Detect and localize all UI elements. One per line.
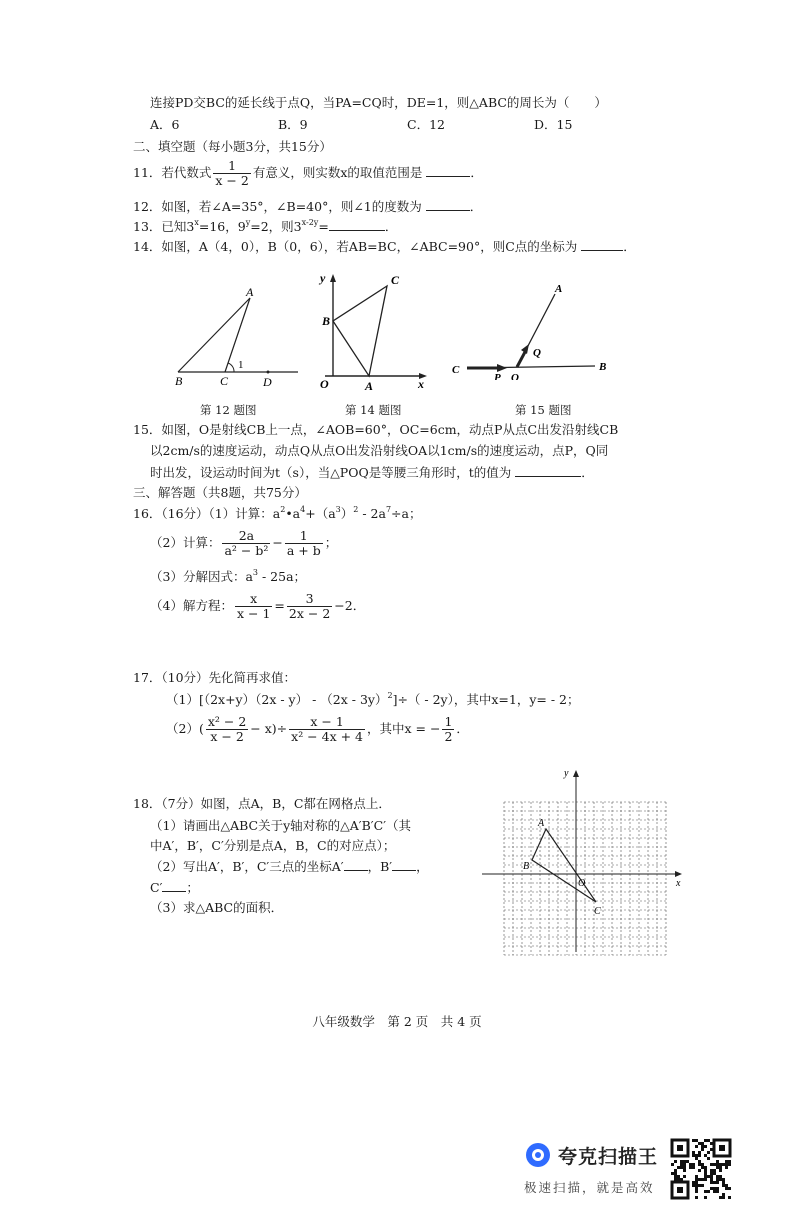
- qr-cell: [701, 1166, 704, 1169]
- q12-text: 12．如图，若∠A=35°，∠B=40°，则∠1的度数为: [133, 199, 422, 214]
- fig15-label-q: Q: [533, 347, 541, 359]
- fig15-label-o: O: [511, 372, 519, 380]
- qr-cell: [704, 1169, 707, 1172]
- q18-grid-figure: [478, 762, 688, 962]
- qr-cell: [719, 1166, 722, 1169]
- q18-line1: 18．（7分）如图，点A，B，C都在网格点上．: [133, 796, 391, 811]
- q17-p1-pre: （1）[（2x+y）（2x - y） - （2x - 3y）: [166, 692, 388, 707]
- qr-cell: [701, 1184, 704, 1187]
- q18-line2: （1）请画出△ABC关于y轴对称的△A′B′C′（其: [150, 818, 412, 833]
- q16-part1: [133, 506, 421, 522]
- grid-label-a: A: [538, 818, 545, 829]
- q18-l5-pre: C′: [150, 880, 163, 895]
- fig12-angle-arc: [228, 363, 234, 372]
- qr-cell: [728, 1187, 731, 1190]
- brand-slogan: 极速扫描，就是高效: [524, 1180, 655, 1195]
- q17-p2-frac2: [289, 715, 365, 744]
- qr-cell: [695, 1184, 698, 1187]
- qr-cell: [680, 1160, 683, 1163]
- q16-p1-e3: 3: [335, 505, 341, 514]
- q13-answer-blank[interactable]: [329, 218, 385, 231]
- q16-p3-e: 3: [252, 568, 258, 577]
- qr-cell: [701, 1142, 704, 1145]
- qr-cell: [683, 1163, 686, 1166]
- q17-p1-e: 2: [387, 691, 393, 700]
- q12: 12．如图，若∠A=35°，∠B=40°，则∠1的度数为 ．: [133, 199, 483, 214]
- q16-p4-frac2: [287, 592, 332, 621]
- q14-text: 14．如图，A（4，0），B（0，6），若AB=BC，∠ABC=90°，则C点的坐标为: [133, 239, 578, 254]
- qr-cell: [695, 1190, 698, 1193]
- qr-cell: [704, 1154, 707, 1157]
- qr-cell: [689, 1163, 692, 1166]
- fig15-arrowhead-q: [521, 344, 529, 354]
- fig14-triangle: [333, 286, 387, 376]
- qr-cell: [692, 1166, 695, 1169]
- grid-triangle-abc: [532, 829, 596, 902]
- q11-post: 有意义，则实数x的取值范围是: [252, 165, 423, 180]
- qr-cell: [719, 1169, 722, 1172]
- q16-p1-e1: 2: [280, 505, 286, 514]
- q17-part2: [166, 712, 469, 746]
- q10-option-d: D．15: [534, 117, 573, 132]
- q16-p1-post: ÷a；: [391, 506, 422, 521]
- qr-cell: [689, 1166, 692, 1169]
- fig14-y-arrow: [330, 274, 336, 282]
- q16-p2-den1: a² − b²: [224, 543, 269, 558]
- qr-cell: [674, 1169, 677, 1172]
- qr-cell: [707, 1151, 710, 1154]
- grid-label-x: x: [676, 878, 681, 889]
- fig12-label-c: C: [220, 374, 229, 388]
- q11-denominator: x − 2: [215, 173, 249, 188]
- q18-l4-pre: （2）写出A′，B′，C′三点的坐标A′: [150, 859, 344, 874]
- q17-p2-num2: x − 1: [289, 715, 365, 730]
- q15-line3: 时出发，设运动时间为t（s），当△POQ是等腰三角形时，t的值为 ．: [150, 465, 594, 480]
- qr-cell: [695, 1145, 698, 1148]
- q16-p4-post: −2．: [334, 598, 366, 613]
- fig14-caption: 第 14 题图: [345, 403, 402, 417]
- qr-cell: [701, 1148, 704, 1151]
- qr-cell: [704, 1196, 707, 1199]
- q11-fraction: [213, 159, 250, 188]
- fig15-arrowhead-p: [497, 364, 507, 372]
- qr-cell: [728, 1196, 731, 1199]
- q18-line3: 中A′，B′，C′分别是点A，B，C的对应点）；: [150, 838, 396, 853]
- q11-pre: 11．若代数式: [133, 165, 212, 180]
- fig12-point-d: [267, 371, 270, 374]
- q18-l4-post: ，: [416, 859, 429, 874]
- fig14-label-b: B: [322, 314, 331, 328]
- qr-cell: [707, 1175, 710, 1178]
- q16-p2-op: −: [272, 535, 283, 550]
- qr-cell: [707, 1157, 710, 1160]
- qr-cell: [716, 1181, 719, 1184]
- q11-answer-blank[interactable]: [426, 164, 470, 177]
- fig12-label-a: A: [246, 285, 254, 299]
- q17-p1-post: ]÷（ - 2y），其中x=1，y= - 2；: [392, 692, 580, 707]
- q16-p1-e4: 2: [353, 505, 359, 514]
- q17-p2-num1: x² − 2: [207, 714, 247, 729]
- brand-logo-icon: [524, 1141, 552, 1169]
- qr-cell: [704, 1172, 707, 1175]
- q16-p4-eq: =: [274, 598, 285, 613]
- qr-cell: [722, 1184, 725, 1187]
- fig15-label-b: B: [599, 361, 607, 373]
- q16-p2-post: ；: [324, 535, 338, 550]
- q16-p1-pre: 16．（16分）（1）计算：a: [133, 506, 281, 521]
- qr-cell: [725, 1163, 728, 1166]
- qr-cell: [692, 1154, 695, 1157]
- q14: 14．如图，A（4，0），B（0，6），若AB=BC，∠ABC=90°，则C点的坐标为 ．: [133, 239, 636, 254]
- qr-cell: [671, 1163, 674, 1166]
- qr-cell: [686, 1160, 689, 1163]
- q17-title: 17．（10分）先化简再求值：: [133, 670, 297, 685]
- qr-cell: [704, 1190, 707, 1193]
- qr-cell: [698, 1184, 701, 1187]
- qr-cell: [722, 1196, 725, 1199]
- qr-cell: [716, 1187, 719, 1190]
- q13: 13．已知$3^x=16$，$9^y=2$，则$3^{x-2y}=$ ．: [133, 218, 398, 234]
- qr-cell: [710, 1187, 713, 1190]
- q16-p1-m3: ）: [340, 506, 354, 521]
- qr-cell: [704, 1139, 707, 1142]
- qr-cell: [728, 1163, 731, 1166]
- q16-p4-frac1: [235, 592, 272, 621]
- qr-cell: [707, 1139, 710, 1142]
- q16-p3-pre: （3）分解因式：a: [150, 569, 253, 584]
- q16-p4-num1: x: [235, 592, 272, 607]
- qr-cell: [695, 1181, 698, 1184]
- qr-cell: [725, 1160, 728, 1163]
- qr-cell: [680, 1166, 683, 1169]
- qr-cell: [698, 1154, 701, 1157]
- grid-label-c: C: [594, 906, 601, 917]
- q10-option-a: A．6: [150, 117, 180, 132]
- q16-p1-e5: 7: [385, 505, 392, 514]
- qr-cell: [692, 1139, 695, 1142]
- q18-l5-post: ；: [186, 880, 199, 895]
- q13-pre: 13．已知3: [133, 219, 195, 234]
- qr-cell: [698, 1151, 701, 1154]
- qr-cell: [710, 1169, 713, 1172]
- qr-cell: [698, 1160, 701, 1163]
- qr-cell: [722, 1178, 725, 1181]
- qr-cell: [716, 1190, 719, 1193]
- qr-cell: [695, 1154, 698, 1157]
- qr-cell: [719, 1196, 722, 1199]
- q16-p2-frac2: [285, 529, 323, 558]
- q16-p4-den2: 2x − 2: [288, 606, 331, 621]
- q13-post: =: [318, 219, 329, 234]
- qr-cell: [698, 1178, 701, 1181]
- qr-cell: [704, 1166, 707, 1169]
- qr-cell: [683, 1169, 686, 1172]
- qr-cell: [722, 1163, 725, 1166]
- qr-cell: [692, 1184, 695, 1187]
- qr-cell: [698, 1169, 701, 1172]
- qr-cell: [704, 1178, 707, 1181]
- q17-p2-frac1: [206, 715, 248, 744]
- qr-cell: [713, 1172, 716, 1175]
- q18-b-prime-blank[interactable]: [392, 858, 416, 871]
- q15-line3-text: 时出发，设运动时间为t（s），当△POQ是等腰三角形时，t的值为: [150, 465, 512, 480]
- q15-line2: 以2cm/s的速度运动，动点Q从点O出发沿射线OA以1cm/s的速度运动，点P，Q同: [150, 443, 609, 458]
- fig15-caption: 第 15 题图: [515, 403, 572, 417]
- fig15-label-c: C: [452, 364, 460, 376]
- q16-p1-m1: •a: [285, 506, 301, 521]
- q18-line5: [150, 879, 199, 896]
- qr-cell: [710, 1175, 713, 1178]
- q17-part1: [166, 692, 579, 708]
- qr-cell: [728, 1160, 731, 1163]
- grid-label-b: B: [523, 861, 530, 872]
- q16-p2-pre: （2）计算：: [150, 535, 221, 550]
- q13-exp3: x-2y: [301, 218, 319, 227]
- fig14-label-a: A: [365, 379, 374, 393]
- qr-cell: [677, 1175, 680, 1178]
- q18-l4-mid: ，B′: [367, 859, 393, 874]
- q17-p2-frac3: [442, 715, 454, 744]
- qr-cell: [701, 1163, 704, 1166]
- q13-exp1: x: [194, 218, 199, 227]
- fig14-label-o: O: [320, 377, 329, 391]
- q15-answer-blank[interactable]: [515, 464, 581, 477]
- figure-12: [168, 280, 304, 390]
- qr-cell: [704, 1175, 707, 1178]
- grid-label-y: y: [564, 768, 569, 779]
- qr-cell: [710, 1163, 713, 1166]
- qr-cell: [695, 1157, 698, 1160]
- qr-cell: [704, 1145, 707, 1148]
- qr-cell: [713, 1169, 716, 1172]
- qr-cell: [713, 1187, 716, 1190]
- q17-p2-den2: x² − 4x + 4: [291, 729, 363, 744]
- q10-option-c: C．12: [407, 117, 445, 132]
- qr-cell: [674, 1175, 677, 1178]
- fig12-label-d: D: [263, 375, 272, 389]
- q16-p3-post: - 25a；: [258, 569, 307, 584]
- qr-cell: [698, 1163, 701, 1166]
- qr-cell: [713, 1190, 716, 1193]
- qr-cell: [716, 1160, 719, 1163]
- qr-cell: [719, 1163, 722, 1166]
- q17-p2-den3: 2: [444, 729, 453, 744]
- q13-mid2: =2，则3: [250, 219, 302, 234]
- qr-cell: [692, 1151, 695, 1154]
- qr-cell: [710, 1172, 713, 1175]
- qr-cell: [692, 1163, 695, 1166]
- qr-cell: [677, 1166, 680, 1169]
- qr-cell: [725, 1187, 728, 1190]
- qr-cell: [683, 1175, 686, 1178]
- q15-line1: 15．如图，O是射线CB上一点，∠AOB=60°，OC=6cm，动点P从点C出发沿射线CB: [133, 422, 619, 437]
- q18-line6: （3）求△ABC的面积．: [150, 900, 284, 915]
- qr-cell: [710, 1181, 713, 1184]
- qr-code-icon: [670, 1138, 732, 1200]
- q18-a-prime-blank[interactable]: [344, 858, 368, 871]
- q18-c-prime-blank[interactable]: [162, 879, 186, 892]
- q16-p4-num2: 3: [287, 592, 332, 607]
- q17-p2-pre: （2）(: [166, 721, 204, 736]
- q17-p2-post: ，其中x = −: [367, 721, 441, 736]
- qr-cell: [698, 1142, 701, 1145]
- q16-part3: [150, 569, 306, 585]
- qr-cell: [695, 1196, 698, 1199]
- section-solve-title: 三、解答题（共8题，共75分）: [133, 485, 307, 500]
- page-footer: 八年级数学 第 2 页 共 4 页: [312, 1014, 482, 1029]
- qr-cell: [683, 1166, 686, 1169]
- qr-cell: [713, 1163, 716, 1166]
- fig12-label-1: 1: [238, 359, 244, 371]
- qr-cell: [716, 1166, 719, 1169]
- q14-answer-blank[interactable]: [581, 238, 623, 251]
- q11-numerator: 1: [213, 159, 250, 174]
- q16-part2: [150, 527, 337, 559]
- qr-cell: [725, 1166, 728, 1169]
- q10-option-b: B．9: [278, 117, 308, 132]
- qr-cell: [716, 1163, 719, 1166]
- q16-p2-num1: 2a: [222, 529, 270, 544]
- qr-cell: [725, 1184, 728, 1187]
- figure-15: [445, 280, 615, 380]
- qr-cell: [695, 1139, 698, 1142]
- qr-cell: [716, 1175, 719, 1178]
- q17-p2-mid: − x)÷: [250, 721, 288, 736]
- qr-cell: [701, 1178, 704, 1181]
- qr-cell: [722, 1181, 725, 1184]
- q11: 11．若代数式 $\frac{1}{x - 2}$ 有意义，则实数x的取值范围是 ．: [133, 158, 483, 188]
- figure-14: [315, 268, 433, 394]
- qr-cell: [674, 1160, 677, 1163]
- q17-p2-den1: x − 2: [210, 729, 244, 744]
- q16-p2-frac1: [222, 529, 270, 558]
- q13-exp2: y: [245, 218, 251, 227]
- qr-cell: [719, 1178, 722, 1181]
- fig14-label-x: x: [418, 377, 424, 391]
- q16-p1-m4: - 2a: [358, 506, 386, 521]
- fig15-arrow-q: [517, 352, 525, 367]
- q16-p2-num2: 1: [285, 529, 323, 544]
- qr-cell: [695, 1187, 698, 1190]
- fig12-caption: 第 12 题图: [200, 403, 257, 417]
- q18-line4: [150, 858, 429, 875]
- q16-part4: [150, 590, 365, 622]
- grid-x-arrow: [675, 871, 682, 877]
- fig12-label-b: B: [175, 374, 183, 388]
- qr-cell: [692, 1181, 695, 1184]
- section-fill-in-title: 二、填空题（每小题3分，共15分）: [133, 139, 332, 154]
- fig15-label-p: P: [494, 372, 501, 380]
- qr-cell: [701, 1145, 704, 1148]
- scanner-brand: [522, 1138, 772, 1206]
- fig15-label-a: A: [555, 283, 563, 295]
- q16-p4-pre: （4）解方程：: [150, 598, 233, 613]
- q16-p1-m2: +（a: [305, 506, 336, 521]
- qr-cell: [674, 1172, 677, 1175]
- qr-cell: [719, 1175, 722, 1178]
- q12-answer-blank[interactable]: [426, 198, 470, 211]
- q16-p4-den1: x − 1: [236, 606, 271, 621]
- qr-cell: [671, 1172, 674, 1175]
- qr-cell: [683, 1160, 686, 1163]
- grid-label-o: O: [578, 878, 586, 889]
- fig14-label-c: C: [391, 273, 400, 287]
- q10-line: 连接PD交BC的延长线于点Q，当PA=CQ时，DE=1，则△ABC的周长为（ ）: [150, 95, 607, 110]
- qr-cell: [713, 1181, 716, 1184]
- qr-cell: [707, 1190, 710, 1193]
- qr-cell: [722, 1193, 725, 1196]
- qr-cell: [716, 1178, 719, 1181]
- q13-mid1: =16，9: [198, 219, 246, 234]
- q17-p2-end: ．: [456, 721, 469, 736]
- brand-name: 夸克扫描王: [558, 1146, 659, 1168]
- qr-cell: [695, 1175, 698, 1178]
- fig14-label-y: y: [320, 271, 326, 285]
- q16-p1-e2: 4: [300, 505, 306, 514]
- qr-cell: [695, 1178, 698, 1181]
- q16-p2-den2: a + b: [286, 543, 321, 558]
- grid-y-arrow: [573, 770, 579, 777]
- q17-p2-num3: 1: [444, 714, 453, 729]
- qr-cell: [710, 1178, 713, 1181]
- qr-cell: [680, 1163, 683, 1166]
